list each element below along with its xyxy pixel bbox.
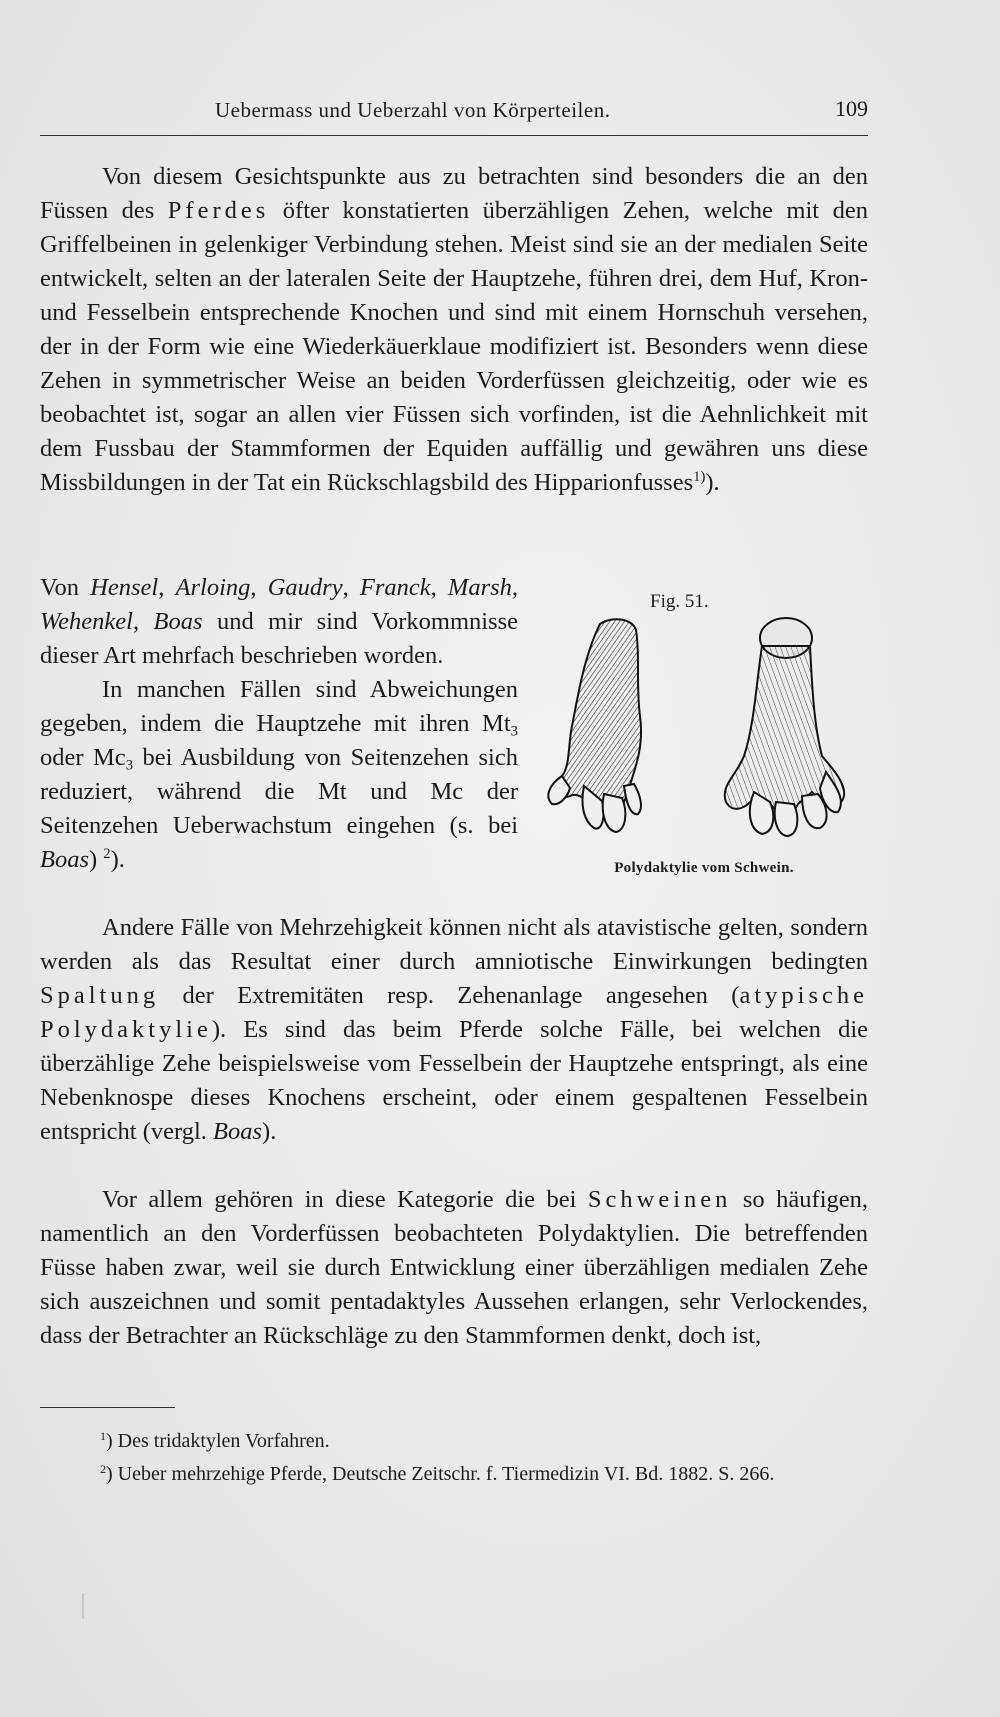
figure-51 (540, 582, 868, 882)
text-span: Von diesem Gesichtspunkte aus zu betrachten sind besonders die an den Füssen des (40, 163, 868, 224)
running-title: Uebermass und Ueberzahl von Körperteilen. (215, 98, 611, 122)
text-span: bei Ausbildung von Seitenzehen sich reduziert, während die Mt und Mc der Seitenzehen Ueberwachstum eingehen (s. bei (40, 744, 518, 839)
author-name: Boas (40, 846, 89, 873)
right-foot-drawing (725, 618, 844, 836)
header-rule (40, 135, 868, 136)
paragraph-atypical-polydactyly (40, 911, 868, 1149)
author-name: Marsh (447, 574, 512, 601)
footnote-2 (40, 1458, 868, 1491)
author-name: Franck (359, 574, 431, 601)
pig-foot-illustration (540, 616, 868, 852)
text-span: so häufigen, namentlich an den Vorderfüssen beobachteten Polydaktylien. Die betreffenden Füsse haben zwar, weil sie durch Entwicklung einer überzähligen medialen Zehe sich auszeichnen und somit pentadaktyles Aussehen erlangen, sehr Verlockendes, dass der Betrachter an Rückschläge zu den Stammformen denkt, doch ist, (40, 1186, 868, 1349)
footnote-ref-1: 1 (693, 469, 701, 486)
footnote-rule (40, 1407, 175, 1408)
text-span: Von (40, 574, 91, 601)
footnote-1 (40, 1425, 868, 1458)
left-foot-drawing (548, 619, 641, 832)
text-span: der Extremitäten resp. Zehenanlage angesehen ( (159, 982, 740, 1009)
separator: , (250, 574, 268, 601)
text-span: ). Es sind das beim Pferde solche Fälle, bei welchen die überzählige Zehe beispielsweise vom Fesselbein der Hauptzehe entspringt, als eine Nebenknospe dieses Knochens erscheint, oder einem gespaltenen Fesselbein entspricht (vergl. (40, 1016, 868, 1145)
author-name: Boas (213, 1118, 263, 1145)
text-span: In manchen Fällen sind Abweichungen gegeben, indem die Hauptzehe mit ihren Mt (40, 676, 518, 737)
spaced-term: Spaltung (40, 982, 160, 1009)
footnote-marker-paren: ) (106, 1463, 113, 1485)
footnote-marker: 1 (100, 1428, 106, 1443)
text-span: ). (262, 1118, 277, 1145)
subscript: 3 (510, 723, 518, 740)
separator: , (158, 574, 176, 601)
text-span: und mir sind Vorkommnisse dieser Art mehrfach beschrieben worden. (40, 608, 518, 669)
author-name: Gaudry (267, 574, 343, 601)
running-head (40, 94, 868, 128)
footnote-text: Des tridaktylen Vorfahren. (112, 1430, 330, 1452)
spaced-term: atypische Polydaktylie (40, 982, 868, 1043)
author-name: Boas (153, 608, 203, 635)
page-number: 109 (835, 96, 868, 121)
column-beside-figure (40, 571, 518, 877)
page-edge-mark (82, 1593, 84, 1619)
figure-label: Fig. 51. (650, 591, 709, 612)
spaced-term: Schweinen (587, 1186, 732, 1213)
text-span: öfter konstatierten überzähligen Zehen, welche mit den Griffelbeinen in gelenkiger Verbindung stehen. Meist sind sie an der medialen Seite entwickelt, selten an der lateralen Seite der Hauptzehe, führen drei, dem Huf, Kron- und Fesselbein entsprechende Knochen und sind mit einem Hornschuh versehen, der in der Form wie eine Wiederkäuerklaue modifiziert ist. Besonders wenn diese Zehen in symmetrischer Weise an beiden Vorderfüssen gleichzeitig, oder wie es beobachtet ist, sogar an allen vier Füssen sich vorfinden, ist die Aehnlichkeit mit dem Fussbau der Stammformen der Equiden auffällig und gewähren uns diese Missbildungen in der Tat ein Rückschlagsbild des Hipparionfusses (40, 197, 868, 496)
footnotes (40, 1425, 868, 1491)
author-name: Wehenkel (40, 608, 133, 635)
footnote-marker: 2 (100, 1461, 106, 1476)
subscript: 3 (125, 757, 134, 774)
footnote-ref-2: 2 (103, 846, 111, 863)
footnote-ref-paren: ) (700, 469, 706, 486)
separator: , (430, 574, 448, 601)
spaced-term: Pferdes (167, 197, 270, 224)
text-span: Andere Fälle von Mehrzehigkeit können nicht als atavistische gelten, sondern werden als das Resultat einer durch amniotische Einwirkungen bedingten (40, 914, 868, 975)
text-span: Vor allem gehören in diese Kategorie die bei (102, 1186, 588, 1213)
paragraph-horse-toes (40, 160, 868, 500)
separator: , (132, 608, 154, 635)
footnote-marker-paren: ) (106, 1430, 113, 1452)
paragraph-deviations (40, 673, 518, 877)
text-span: ) (89, 846, 104, 873)
separator: , (511, 574, 519, 601)
text-span: oder Mc (40, 744, 126, 771)
figure-caption: Polydaktylie vom Schwein. (614, 860, 794, 876)
footnote-text: Ueber mehrzehige Pferde, Deutsche Zeitschr. f. Tiermedizin VI. Bd. 1882. S. 266. (112, 1463, 775, 1485)
separator: , (342, 574, 360, 601)
author-name: Hensel (90, 574, 159, 601)
text-span: ). (705, 469, 720, 496)
author-name: Arloing (175, 574, 251, 601)
text-span: ). (110, 846, 125, 873)
paragraph-pigs (40, 1183, 868, 1353)
